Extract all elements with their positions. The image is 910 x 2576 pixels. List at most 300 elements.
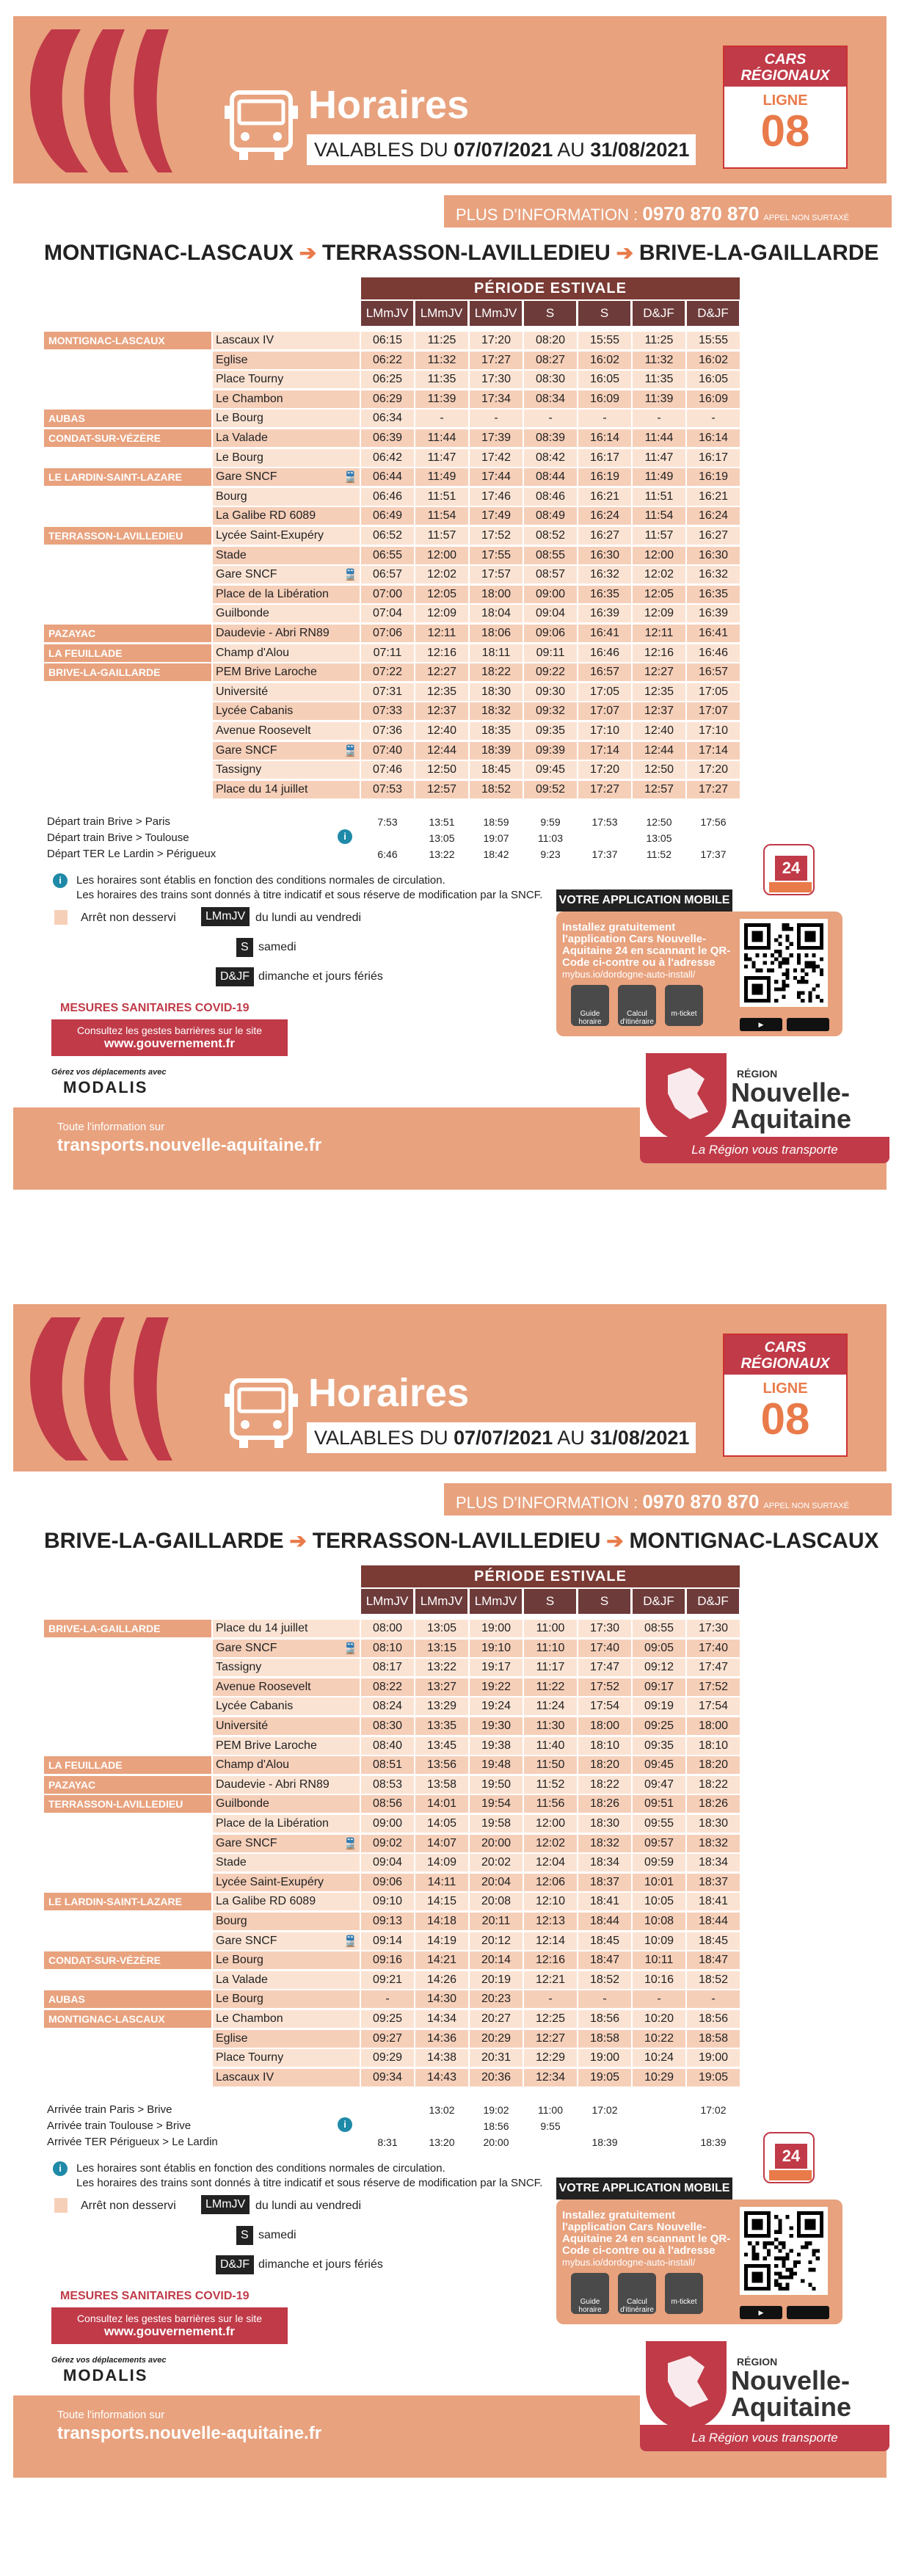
time-cell: 20:08 [470,1893,523,1910]
time-cell: 11:51 [633,488,685,506]
time-cell: 08:34 [524,390,577,408]
time-cell: 17:57 [470,566,523,583]
time-cell: 06:34 [361,410,414,427]
stop-name: Avenue Roosevelt [213,722,360,740]
train-time: 18:56 [483,2120,509,2133]
time-cell: 13:56 [415,1756,468,1774]
covid-link[interactable]: www.gouvernement.fr [104,2324,235,2339]
time-cell: 06:15 [361,332,414,349]
time-cell: 11:35 [633,371,685,388]
table-row [44,702,741,721]
mobile-app-panel [556,881,842,1041]
table-row [44,1913,741,1931]
note-train-disclaimer: Les horaires des trains sont donnés à titre indicatif et sous réserve de modification par la SNCF. [76,2177,543,2190]
table-row [44,2069,741,2087]
table-row [44,390,741,409]
time-cell: 18:32 [687,1835,740,1852]
time-cell: 15:55 [578,332,631,349]
day-header: LMmJV [415,1589,468,1614]
time-cell: 09:00 [524,586,577,603]
area-label: CONDAT-SUR-VÉZÈRE [44,429,211,447]
region-logo [640,2335,889,2451]
table-row [44,468,741,487]
time-cell: 17:05 [687,683,740,701]
table-row [44,1717,741,1736]
timetable-sheet-return [0,1288,910,2576]
app-card [556,912,842,1036]
time-cell: 08:53 [361,1776,414,1794]
time-cell: 12:16 [633,644,685,662]
time-cell: 11:49 [633,468,685,486]
time-cell: 07:46 [361,761,414,779]
app-badge-number: 24 [775,2144,807,2169]
footer-website-link[interactable]: transports.nouvelle-aquitaine.fr [57,2423,322,2444]
table-row [44,722,741,741]
time-cell: 18:45 [687,1932,740,1950]
arrow-right-icon: ➔ [293,241,323,264]
time-cell: 12:40 [415,722,468,740]
time-cell: 09:14 [361,1932,414,1950]
modalis-tagline: Gérez vos déplacements avec [51,1068,167,1077]
time-cell: 16:46 [687,644,740,662]
train-time: 11:03 [538,832,563,845]
time-cell: 14:36 [415,2030,468,2048]
time-cell: - [578,410,631,427]
legend-djf-text: dimanche et jours fériés [258,970,383,983]
time-cell: 08:46 [524,488,577,506]
region-tagline: La Région vous transporte [640,1137,889,1163]
time-cell: 11:24 [524,1698,577,1715]
time-cell: 11:32 [415,352,468,369]
train-time: 13:05 [646,832,672,845]
time-cell: 18:10 [578,1737,631,1755]
time-cell: 08:56 [361,1795,414,1813]
covid-title: MESURES SANITAIRES COVID-19 [60,2290,250,2303]
stop-name: Lycée Saint-Exupéry [213,527,360,545]
table-row [44,547,741,565]
time-cell: 09:13 [361,1913,414,1930]
time-cell: 18:52 [470,781,523,798]
region-tagline: La Région vous transporte [640,2425,889,2451]
arrow-right-icon: ➔ [610,241,639,264]
app-card [556,2200,842,2324]
time-cell: 12:05 [415,586,468,603]
time-cell: 12:00 [415,547,468,564]
time-cell: 08:57 [524,566,577,583]
time-cell: 06:55 [361,547,414,564]
info-prefix: PLUS D'INFORMATION : [456,205,643,224]
time-cell: 08:20 [524,332,577,349]
time-cell: 13:22 [415,1659,468,1676]
time-cell: 18:06 [470,625,523,642]
time-cell: 12:29 [524,2049,577,2067]
time-cell: 18:20 [687,1756,740,1774]
note-conditions: Les horaires sont établis en fonction des conditions normales de circulation. [76,874,445,887]
region-name: Nouvelle-Aquitaine [731,2365,852,2423]
time-cell: 17:54 [687,1698,740,1715]
time-cell: 09:19 [633,1698,685,1715]
lion-emblem-icon [646,2341,727,2429]
table-row [44,683,741,702]
time-cell: 09:11 [524,644,577,662]
time-cell: 12:13 [524,1913,577,1930]
day-header: D&JF [687,1589,740,1614]
stop-name: Lascaux IV [213,2069,360,2086]
time-cell: 07:04 [361,605,414,622]
stop-name: Le Chambon [213,2010,360,2028]
footer-info-text: Toute l'information sur [57,2409,165,2422]
time-cell: - [415,410,468,427]
stop-name: Gare SNCF [213,566,360,583]
validity-from: 07/07/2021 [454,139,553,161]
stop-name: Gare SNCF [213,468,360,486]
validity-from: 07/07/2021 [454,1427,553,1449]
time-cell: 16:09 [578,390,631,408]
time-cell: 07:36 [361,722,414,740]
validity-to: 31/08/2021 [590,1427,690,1449]
table-row [44,663,741,682]
time-cell: 18:44 [687,1913,740,1930]
area-label: TERRASSON-LAVILLEDIEU [44,1795,211,1813]
time-cell: 09:22 [524,663,577,681]
arrow-right-icon: ➔ [283,1529,313,1552]
time-cell: 16:27 [687,527,740,545]
line-badge [723,46,848,169]
region-label: RÉGION [737,2356,778,2368]
day-header: S [578,301,631,326]
time-cell: 09:52 [524,781,577,798]
time-cell: 12:27 [633,663,685,681]
validity-dates [307,134,696,165]
time-cell: 17:20 [578,761,631,779]
time-cell: 15:55 [687,332,740,349]
stop-name: PEM Brive Laroche [213,663,360,681]
time-cell: 14:26 [415,1971,468,1989]
cars-regionaux-label: CARS RÉGIONAUX [724,1335,846,1375]
day-header: S [524,301,577,326]
time-cell: 09:02 [361,1835,414,1852]
area-label: LA FEUILLADE [44,644,211,662]
table-row [44,566,741,584]
table-row [44,2010,741,2029]
time-cell: 20:04 [470,1874,523,1891]
covid-banner[interactable] [51,1019,288,1056]
covid-banner[interactable] [51,2307,288,2344]
app-store-icon[interactable] [787,2306,829,2319]
stop-name: Lycée Cabanis [213,702,360,720]
time-cell: 12:09 [415,605,468,622]
time-cell: 16:39 [687,605,740,622]
covid-text: Consultez les gestes barrières sur le site [76,2313,263,2325]
covid-title: MESURES SANITAIRES COVID-19 [60,1002,250,1015]
time-cell: 14:18 [415,1913,468,1930]
area-label: LE LARDIN-SAINT-LAZARE [44,468,211,486]
time-cell: 10:01 [633,1874,685,1891]
time-cell: 11:51 [415,488,468,506]
time-cell: 18:30 [470,683,523,701]
legend-lmmjv-box: LMmJV [201,907,250,926]
route-stop-1: TERRASSON-LAVILLEDIEU [322,241,611,265]
info-phone-bar [444,195,892,228]
time-cell: 16:35 [687,586,740,603]
time-cell: 13:58 [415,1776,468,1794]
table-row [44,625,741,643]
time-cell: 17:47 [578,1659,631,1676]
time-cell: 08:49 [524,507,577,525]
table-row [44,410,741,428]
mobile-app-panel [556,2169,842,2329]
time-cell: - [524,410,577,427]
time-cell: 06:46 [361,488,414,506]
legend-s-box: S [236,2226,253,2245]
stop-name: Université [213,683,360,701]
time-cell: 18:34 [578,1854,631,1871]
time-cell: 17:52 [578,1678,631,1696]
table-row [44,644,741,663]
table-row [44,449,741,467]
time-cell: 09:27 [361,2030,414,2048]
stop-name: Place de la Libération [213,586,360,603]
time-cell: 19:17 [470,1659,523,1676]
train-time: 18:42 [483,848,509,861]
legend-nonserved-swatch [54,2198,68,2213]
train-station-icon: 🚆 [343,569,357,582]
time-cell: 11:44 [415,429,468,447]
stop-name: Champ d'Alou [213,644,360,662]
time-cell: 17:20 [470,332,523,349]
mybus-app-icon [763,844,815,895]
time-cell: 18:30 [578,1815,631,1833]
time-cell: 08:51 [361,1756,414,1774]
time-cell: 18:37 [578,1874,631,1891]
time-cell: 10:11 [633,1951,685,1969]
app-store-icon[interactable] [787,1018,829,1031]
time-cell: 18:47 [687,1951,740,1969]
train-time: 17:53 [592,816,618,829]
time-cell: 09:25 [633,1717,685,1735]
time-cell: 20:19 [470,1971,523,1989]
time-cell: 08:52 [524,527,577,545]
app-feature-icon: Calcul d'itinéraire [618,2273,656,2314]
time-cell: 20:27 [470,2010,523,2028]
time-cell: 16:30 [687,547,740,564]
time-cell: 18:41 [687,1893,740,1910]
time-cell: 17:40 [578,1640,631,1657]
brand-swoosh-icon [22,22,198,176]
time-cell: 18:22 [578,1776,631,1794]
table-row [44,527,741,545]
table-row [44,1659,741,1677]
time-cell: 11:17 [524,1659,577,1676]
stop-name: La Galibe RD 6089 [213,507,360,525]
stop-name: Tassigny [213,761,360,779]
info-phone-number[interactable]: 0970 870 870 [642,1491,760,1513]
time-cell: 16:21 [687,488,740,506]
app-url[interactable]: mybus.io/dordogne-auto-install/ [562,2257,696,2268]
time-cell: 13:15 [415,1640,468,1657]
route-stop-0: BRIVE-LA-GAILLARDE [44,1529,284,1553]
day-header: LMmJV [470,301,523,326]
table-row [44,1854,741,1872]
time-cell: 12:02 [633,566,685,583]
legend-s-text: samedi [258,2229,296,2242]
time-cell: 09:35 [633,1737,685,1755]
time-cell: 19:05 [687,2069,740,2086]
table-row [44,586,741,604]
time-cell: 09:06 [524,625,577,642]
time-cell: 16:46 [578,644,631,662]
stop-name: Gare SNCF [213,1932,360,1950]
time-cell: 16:21 [578,488,631,506]
table-row [44,1640,741,1658]
app-install-text: Installez gratuitement l'application Cars Nouvelle-Aquitaine 24 en scannant le QR-Code ci-contre ou à l'adresse [562,921,731,969]
legend-nonserved: Arrêt non desservi [81,2200,176,2213]
time-cell: 12:00 [633,547,685,564]
stop-name: Eglise [213,352,360,369]
time-cell: 10:08 [633,1913,685,1930]
time-cell: 17:39 [470,429,523,447]
time-cell: 09:45 [524,761,577,779]
region-name: Nouvelle-Aquitaine [731,1077,852,1135]
train-time: 13:22 [429,848,455,861]
qr-code-icon[interactable] [740,2207,828,2295]
table-row [44,742,741,760]
time-cell: 19:00 [687,2049,740,2067]
stop-name: Place de la Libération [213,1815,360,1833]
google-play-icon[interactable]: ▶ [740,1018,782,1031]
time-cell: 17:10 [687,722,740,740]
stop-name: Le Bourg [213,1990,360,2008]
stop-name: Eglise [213,2030,360,2048]
time-cell: 09:59 [633,1854,685,1871]
time-cell: 10:09 [633,1932,685,1950]
time-cell: 18:52 [687,1971,740,1989]
table-row [44,332,741,350]
validity-mid: AU [553,139,591,161]
time-cell: 12:16 [524,1951,577,1969]
footer-website-link[interactable]: transports.nouvelle-aquitaine.fr [57,1135,322,1156]
area-label: LA FEUILLADE [44,1756,211,1774]
table-row [44,1874,741,1892]
day-header: D&JF [633,301,685,326]
stop-name: Champ d'Alou [213,1756,360,1774]
google-play-icon[interactable]: ▶ [740,2306,782,2319]
info-phone-number[interactable]: 0970 870 870 [642,203,760,225]
stop-name: La Valade [213,1971,360,1989]
time-cell: 19:54 [470,1795,523,1813]
train-time: 20:00 [483,2136,509,2149]
time-cell: 09:29 [361,2049,414,2067]
covid-link[interactable]: www.gouvernement.fr [104,1036,235,1051]
time-cell: 19:30 [470,1717,523,1735]
day-header: D&JF [633,1589,685,1614]
qr-code-icon[interactable] [740,919,828,1007]
train-time: 7:53 [377,816,398,829]
day-header: LMmJV [361,301,414,326]
time-cell: 06:57 [361,566,414,583]
region-logo [640,1047,889,1163]
time-cell: 17:30 [687,1620,740,1637]
table-row [44,507,741,525]
stop-name: Lycée Saint-Exupéry [213,1874,360,1891]
time-cell: 18:26 [687,1795,740,1813]
validity-to: 31/08/2021 [590,139,690,161]
time-cell: 06:42 [361,449,414,467]
time-cell: 20:02 [470,1854,523,1871]
time-cell: 17:52 [687,1678,740,1696]
table-row [44,1990,741,2009]
time-cell: 18:56 [687,2010,740,2028]
cars-regionaux-label: CARS RÉGIONAUX [724,47,846,87]
time-cell: 13:27 [415,1678,468,1696]
time-cell: 09:51 [633,1795,685,1813]
time-cell: 18:45 [578,1932,631,1950]
time-cell: 11:39 [415,390,468,408]
table-row [44,605,741,623]
info-phone-suffix: APPEL NON SURTAXÉ [763,1502,850,1510]
table-row [44,488,741,506]
time-cell: 20:23 [470,1990,523,2008]
time-cell: 18:32 [470,702,523,720]
train-connection-label: Départ train Brive > Paris [47,815,170,829]
time-cell: 17:14 [687,742,740,760]
train-time: 6:46 [377,848,398,861]
time-cell: 06:22 [361,352,414,369]
table-row [44,1795,741,1813]
train-time: 9:55 [540,2120,561,2133]
time-cell: 18:47 [578,1951,631,1969]
time-cell: 18:00 [578,1717,631,1735]
time-cell: 12:02 [524,1835,577,1852]
time-cell: 07:40 [361,742,414,760]
info-icon: i [338,2117,352,2132]
time-cell: 18:44 [578,1913,631,1930]
legend-s-text: samedi [258,941,296,954]
stop-name: Place du 14 juillet [213,1620,360,1637]
train-time: 18:39 [592,2136,618,2149]
time-cell: 12:44 [633,742,685,760]
time-cell: 10:05 [633,1893,685,1910]
time-cell: 11:25 [415,332,468,349]
time-cell: 09:05 [633,1640,685,1657]
app-feature-icon: Guide horaire [571,2273,609,2314]
time-cell: 08:22 [361,1678,414,1696]
time-cell: 13:29 [415,1698,468,1715]
time-cell: 09:35 [524,722,577,740]
area-label: CONDAT-SUR-VÉZÈRE [44,1951,211,1969]
app-url[interactable]: mybus.io/dordogne-auto-install/ [562,969,696,980]
route-stop-0: MONTIGNAC-LASCAUX [44,241,294,265]
time-cell: 11:49 [415,468,468,486]
time-cell: 09:17 [633,1678,685,1696]
train-station-icon: 🚆 [343,1642,357,1655]
time-cell: 09:55 [633,1815,685,1833]
stop-name: Bourg [213,1913,360,1930]
time-cell: 16:41 [578,625,631,642]
legend-djf-box: D&JF [216,2255,254,2274]
period-header: PÉRIODE ESTIVALE [361,277,740,299]
time-cell: 09:30 [524,683,577,701]
time-cell: - [361,1990,414,2008]
route-title [44,241,879,266]
time-cell: 16:05 [687,371,740,388]
info-phone-suffix: APPEL NON SURTAXÉ [763,214,850,222]
time-cell: 18:56 [578,2010,631,2028]
modalis-logo: MODALIS [63,2366,148,2385]
time-cell: 16:24 [578,507,631,525]
line-badge [723,1334,848,1457]
time-cell: 19:00 [470,1620,523,1637]
